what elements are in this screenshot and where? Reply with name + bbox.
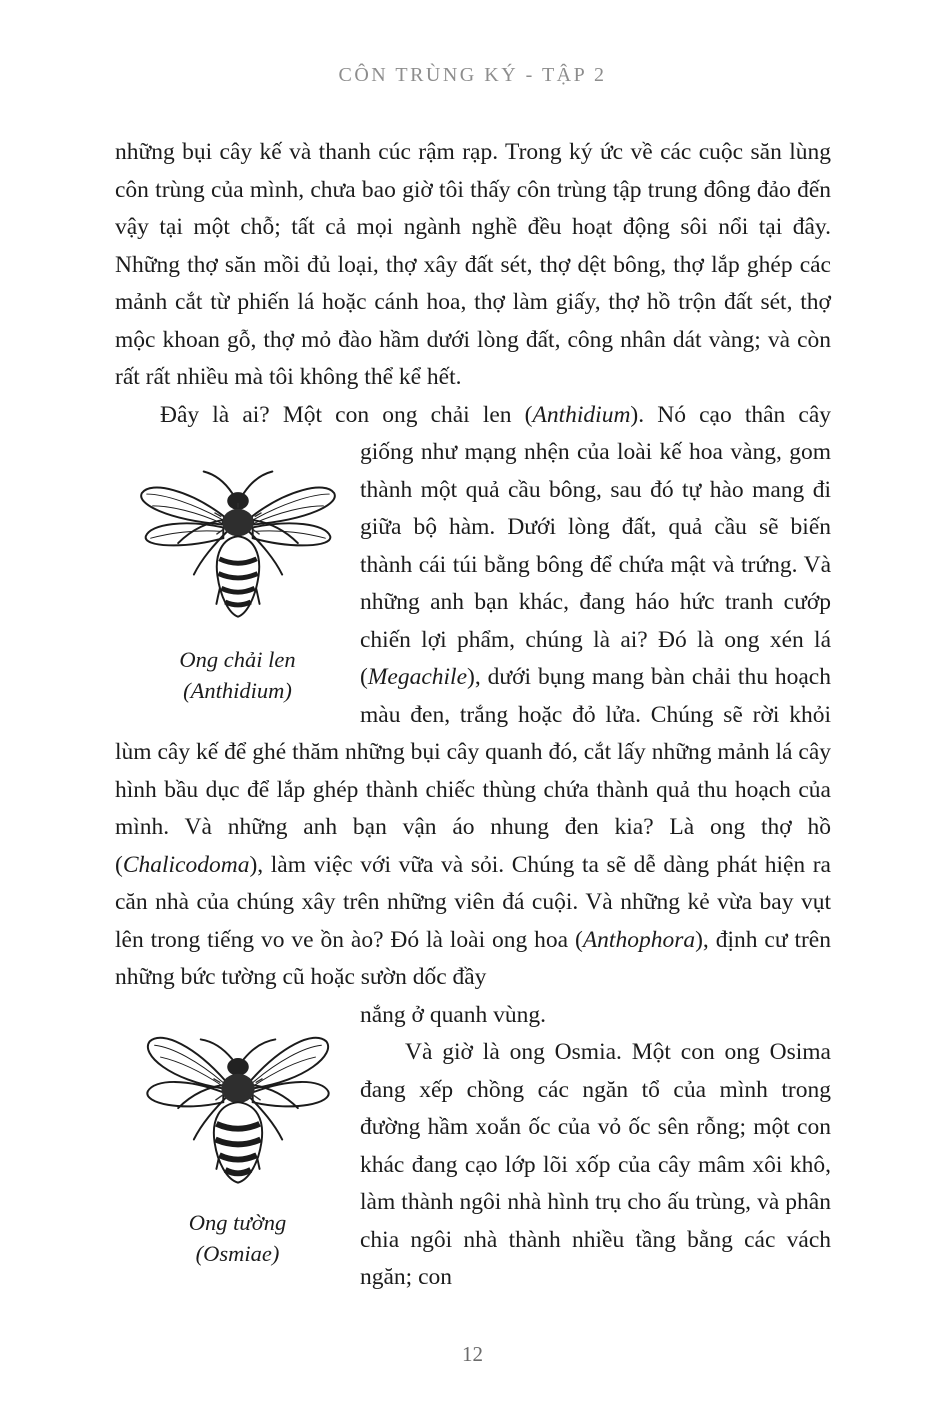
osmiae-caption-name: Ong tường — [188, 1209, 287, 1235]
page-number: 12 — [462, 1342, 483, 1366]
osmiae-caption — [115, 1207, 360, 1269]
paragraph-2-wrap — [115, 434, 831, 997]
paragraph-2-last-line: nắng ở quanh vùng. — [360, 1001, 547, 1028]
text-block — [115, 134, 831, 1297]
anthidium-caption-latin: (Anthidium) — [183, 678, 292, 703]
osmiae-caption-latin: (Osmiae) — [195, 1240, 280, 1266]
paragraph-3-wrap — [115, 997, 831, 1297]
osmiae-figure — [115, 997, 360, 1297]
osmiae-bee-illustration — [135, 1021, 341, 1203]
running-header: CÔN TRÙNG KÝ - TẬP 2 — [338, 64, 607, 86]
paragraph-2-intro: Đây là ai? Một con ong chải len (Anthidium). Nó cạo thân cây — [160, 401, 832, 428]
paragraph-1: những bụi cây kế và thanh cúc rậm rạp. Trong ký ức về các cuộc săn lùng côn trùng của mình, chưa bao giờ tôi thấy côn trùng tập trung đông đảo đến vậy tại một chỗ; tất cả mọi ngành nghề đều hoạt động sôi nổi tại đây. Những thợ săn mồi đủ loại, thợ xây đất sét, thợ dệt bông, thợ lắp ghép các mảnh cắt từ phiến lá hoặc cánh hoa, thợ làm giấy, thợ hồ trộn đất sét, thợ mộc khoan gỗ, thợ mỏ đào hầm dưới lòng đất, công nhân dát vàng; và còn rất rất nhiều mà tôi không thể kể hết. — [115, 139, 831, 390]
paragraph-3: Và giờ là ong Osmia. Một con ong Osima đang xếp chồng các ngăn tổ của mình trong đường hầm xoắn ốc của vỏ ốc sên rỗng; một con khác đang cạo lớp lõi xốp của cây mâm xôi khô, làm thành ngôi nhà hình trụ cho ấu trùng, và phân chia ngôi nhà thành nhiều tầng bằng các vách ngăn; con — [360, 1039, 831, 1290]
paragraph-2-body: giống như mạng nhện của loài kế hoa vàng, gom thành một quả cầu bông, sau đó tự hào mang đi giữa bộ hàm. Dưới lòng đất, quả cầu sẽ biến thành cái túi bằng bông để chứa mật và trứng. Và những anh bạn khác, đang háo hức tranh cướp chiến lợi phẩm, chúng là ai? Đó là ong xén lá (Megachile), dưới bụng mang bàn chải thu hoạch màu đen, trắng hoặc đỏ lửa. Chúng sẽ rời khỏi lùm cây kế để ghé thăm những bụi cây quanh đó, cắt lấy những mảnh lá cây hình bầu dục để lắp ghép thành chiếc thùng chứa thành quả thu hoạch của mình. Và những anh bạn vận áo nhung đen kia? Là ong thợ hồ (Chalicodoma), làm việc với vữa và sỏi. Chúng ta sẽ dễ dàng phát hiện ra căn nhà của chúng xây trên những viên đá cuội. Và những kẻ vừa bay vụt lên trong tiếng vo ve ồn ào? Đó là loài ong hoa (Anthophora), định cư trên những bức tường cũ hoặc sườn dốc đầy — [115, 439, 831, 990]
anthidium-bee-illustration — [135, 458, 341, 640]
anthidium-caption — [115, 644, 360, 706]
anthidium-figure — [115, 434, 360, 719]
anthidium-caption-name: Ong chải len — [179, 647, 296, 672]
